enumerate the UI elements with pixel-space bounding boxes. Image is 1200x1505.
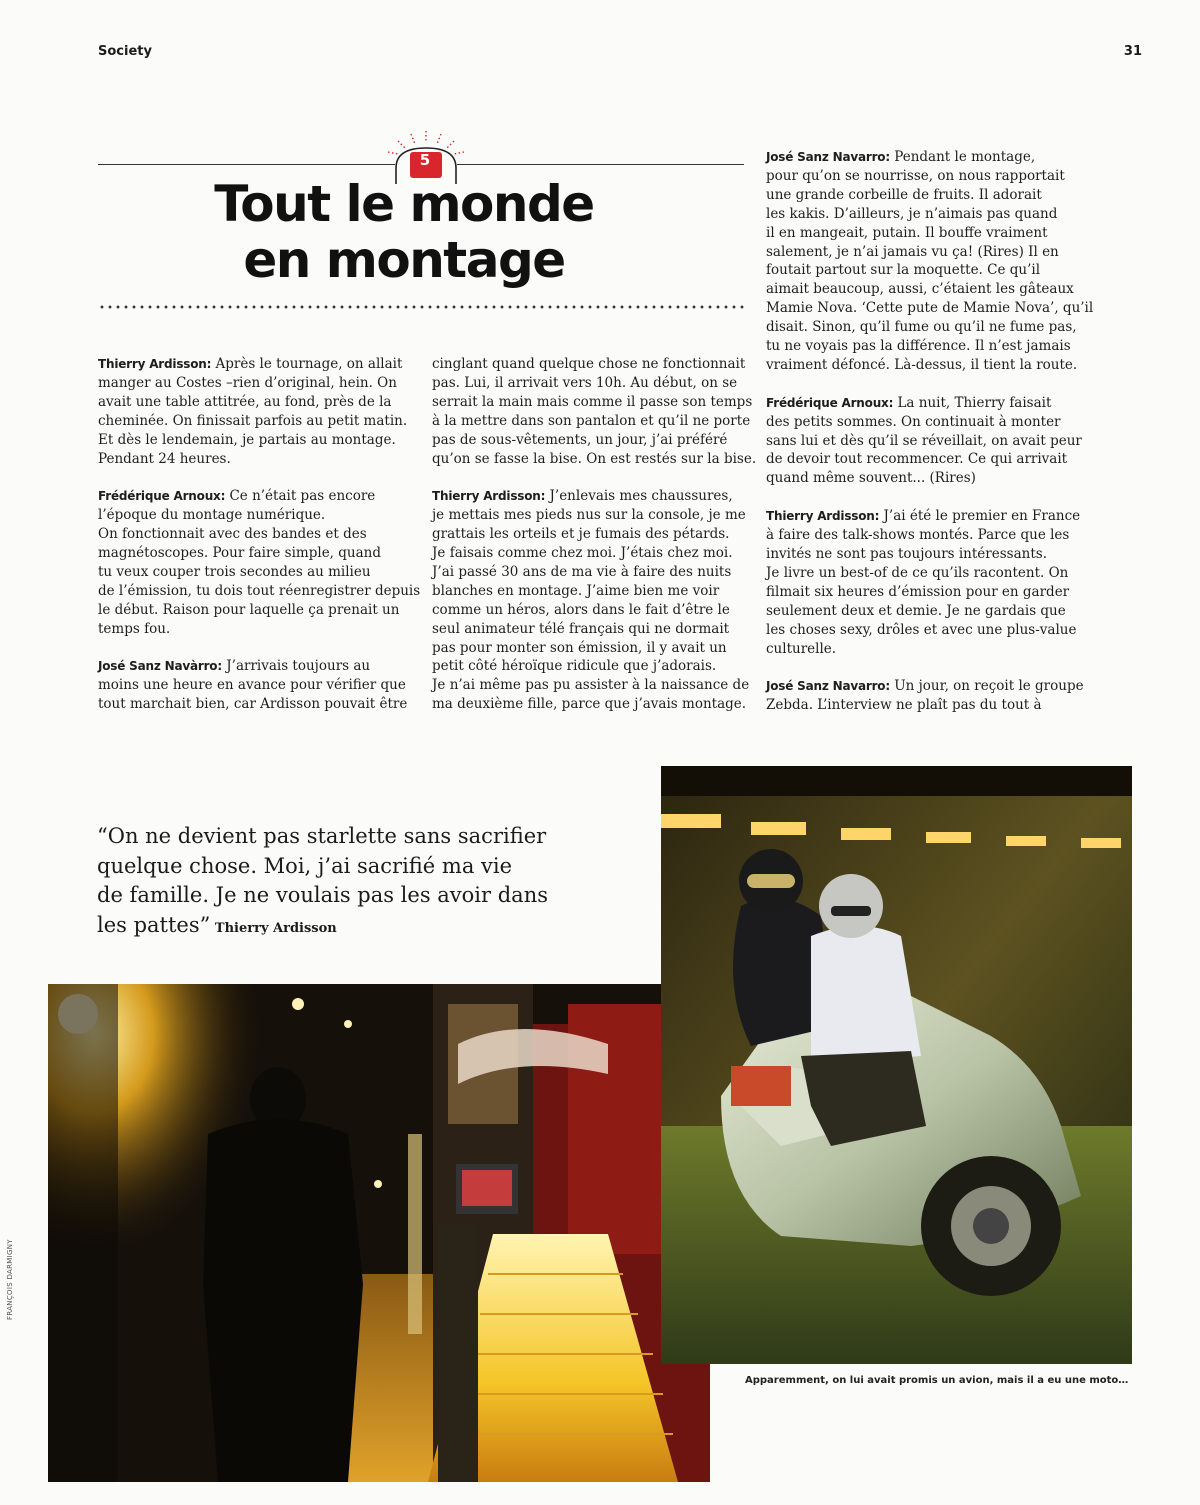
line-text: pour qu’on se nourrisse, on nous rapportait (766, 167, 1065, 184)
text-line (98, 374, 408, 393)
chapter-number: 5 (419, 151, 431, 169)
line-text: filmait six heures d’émission pour en garder (766, 583, 1070, 600)
text-column-1 (98, 355, 421, 714)
text-line (766, 469, 1086, 488)
text-line (766, 545, 1086, 564)
text-line (766, 356, 1086, 375)
line-text: l’époque du montage numérique. (98, 507, 326, 524)
text-line (98, 601, 408, 620)
photo-credit: FRANÇOIS DARMIGNY (6, 1239, 14, 1320)
text-line (766, 167, 1086, 186)
line-text: pas de sous-vêtements, un jour, j’ai préféré (432, 431, 728, 448)
pull-quote (97, 822, 617, 943)
text-line (432, 412, 751, 431)
text-line (432, 676, 750, 695)
quote-attribution: Thierry Ardisson (210, 920, 337, 936)
line-text: cheminée. On finissait parfois au petit matin. (98, 412, 408, 429)
interview-paragraph (432, 487, 750, 714)
text-line (98, 563, 408, 582)
speaker-name: Thierry Ardisson: (432, 489, 546, 504)
title-line: Tout le monde (214, 175, 594, 233)
text-line (766, 261, 1086, 280)
line-text: On fonctionnait avec des bandes et des (98, 526, 367, 543)
line-text: Je faisais comme chez moi. J’étais chez moi. (432, 545, 733, 562)
text-line (766, 677, 1086, 696)
text-line (432, 393, 753, 412)
text-line (766, 432, 1086, 451)
text-line (766, 526, 1086, 545)
section-label: Society (98, 44, 152, 59)
line-text: salement, je n’ai jamais vu ça! (Rires) Il en (766, 243, 1059, 260)
line-text: moins une heure en avance pour vérifier que (98, 677, 406, 694)
line-text: de l’émission, tu dois tout réenregistrer depuis (98, 582, 421, 599)
line-text: tu ne voyais pas la différence. Il n’est jamais (766, 338, 1071, 355)
quote-line: “On ne devient pas starlette sans sacrifier (97, 824, 547, 848)
line-text: La nuit, Thierry faisait (893, 394, 1052, 411)
text-line (98, 676, 408, 695)
text-line (98, 393, 408, 412)
text-column-2 (432, 355, 757, 714)
line-text: manger au Costes –rien d’original, hein. On (98, 374, 397, 391)
line-text: tout marchait bien, car Ardisson pouvait être (98, 696, 408, 713)
text-line (766, 186, 1086, 205)
text-line (432, 355, 746, 374)
speaker-name: José Sanz Navàrro: (98, 659, 222, 674)
text-line (766, 224, 1086, 243)
text-line (98, 695, 408, 714)
line-text: disait. Sinon, qu’il fume ou qu’il ne fume pas, (766, 319, 1077, 336)
text-line (432, 431, 742, 450)
motorcycle-tunnel-photo (661, 766, 1132, 1364)
line-text: culturelle. (766, 640, 837, 657)
text-line (98, 657, 408, 676)
text-line (766, 507, 1086, 526)
line-text: foutait partout sur la moquette. Ce qu’il (766, 262, 1041, 279)
line-text: magnétoscopes. Pour faire simple, quand (98, 545, 381, 562)
quote-line: de famille. Je ne voulais pas les avoir dans (97, 883, 548, 907)
line-text: Pendant 24 heures. (98, 450, 231, 467)
line-text: seulement deux et demie. Je ne gardais que (766, 602, 1066, 619)
interview-paragraph (98, 657, 408, 714)
text-line (432, 374, 742, 393)
text-line (766, 583, 1086, 602)
text-line (432, 620, 742, 639)
line-text: ma deuxième fille, parce que j’avais montage. (432, 696, 747, 713)
speaker-name: Thierry Ardisson: (98, 357, 212, 371)
line-text: Zebda. L’interview ne plaît pas du tout à (766, 697, 1042, 714)
text-line (98, 355, 408, 374)
line-text: quand même souvent... (Rires) (766, 470, 976, 487)
text-line (98, 544, 408, 563)
text-line (98, 525, 408, 544)
interview-paragraph (766, 677, 1086, 715)
line-text: Un jour, on reçoit le groupe (889, 678, 1084, 695)
text-column-3 (766, 148, 1094, 715)
text-line (766, 148, 1086, 167)
interview-paragraph (432, 355, 757, 468)
text-line (766, 564, 1086, 583)
text-line (98, 506, 408, 525)
text-line (766, 280, 1086, 299)
text-line (766, 621, 1086, 640)
text-line (766, 318, 1086, 337)
quote-line (97, 911, 617, 944)
line-text: pas pour monter son émission, il y avait un (432, 639, 727, 656)
text-line (432, 525, 742, 544)
line-text: Après le tournage, on allait (211, 356, 403, 372)
interview-paragraph (98, 487, 421, 638)
line-text: serrait la main mais comme il passe son temps (432, 393, 753, 410)
title-line: en montage (243, 231, 565, 289)
line-text: je mettais mes pieds nus sur la console, je me (432, 507, 746, 524)
line-text: les kakis. D’ailleurs, je n’aimais pas quand (766, 205, 1058, 222)
speaker-name: Thierry Ardisson: (766, 509, 880, 524)
title-rule-right (457, 164, 744, 165)
interview-paragraph (766, 394, 1086, 489)
line-text: J’ai été le premier en France (879, 508, 1081, 525)
text-line (766, 640, 1086, 659)
text-line (98, 450, 408, 469)
interview-paragraph (98, 355, 408, 468)
line-text: J’enlevais mes chaussures, (545, 488, 733, 505)
line-text: pas. Lui, il arrivait vers 10h. Au début, on se (432, 374, 738, 391)
line-text: les choses sexy, drôles et avec une plus-value (766, 621, 1077, 638)
text-line (98, 487, 408, 506)
text-line (432, 506, 746, 525)
text-line (766, 602, 1086, 621)
interview-paragraph (766, 507, 1086, 658)
line-text: blanches en montage. J’aime bien me voir (432, 582, 720, 599)
dotted-divider (98, 304, 744, 310)
studio-backstage-photo (48, 984, 710, 1482)
line-text: aimait beaucoup, aussi, c’étaient les gâteaux (766, 281, 1074, 298)
text-line (766, 299, 1094, 318)
quote-line-text: les pattes” (97, 912, 211, 937)
line-text: de devoir tout recommencer. Ce qui arrivait (766, 451, 1068, 468)
speaker-name: José Sanz Navarro: (766, 679, 890, 694)
line-text: tu veux couper trois secondes au milieu (98, 563, 371, 580)
text-line (432, 657, 742, 676)
line-text: seul animateur télé français qui ne dormait (432, 620, 730, 637)
line-text: des petits sommes. On continuait à monter (766, 413, 1061, 430)
line-text: vraiment défoncé. Là-dessus, il tient la route. (766, 356, 1078, 373)
text-line (432, 601, 742, 620)
text-line (432, 487, 742, 506)
text-line (432, 563, 742, 582)
text-line (98, 412, 408, 431)
line-text: sans lui et dès qu’il se réveillait, on avait peur (766, 432, 1082, 449)
line-text: à faire des talk-shows montés. Parce que les (766, 527, 1070, 544)
photo-caption: Apparemment, on lui avait promis un avion, mais il a eu une moto… (745, 1375, 1129, 1386)
line-text: petit côté héroïque ridicule que j’adorais. (432, 658, 717, 675)
line-text: temps fou. (98, 620, 171, 637)
quote-line: quelque chose. Moi, j’ai sacrifié ma vie (97, 853, 513, 878)
line-text: Pendant le montage, (889, 149, 1036, 165)
title-rule-left (98, 164, 395, 165)
speaker-name: José Sanz Navarro: (766, 150, 890, 164)
speaker-name: Frédérique Arnoux: (766, 395, 894, 410)
line-text: J’arrivais toujours au (221, 658, 371, 675)
line-text: une grande corbeille de fruits. Il adorait (766, 186, 1042, 203)
line-text: cinglant quand quelque chose ne fonctionnait (432, 356, 746, 372)
line-text: Je livre un best-of de ce qu’ils racontent. On (766, 564, 1069, 581)
line-text: avait une table attitrée, au fond, près de la (98, 393, 392, 410)
article-title (98, 176, 710, 288)
speaker-name: Frédérique Arnoux: (98, 489, 226, 504)
text-line (432, 639, 742, 658)
text-line (766, 394, 1086, 413)
text-line (766, 205, 1086, 224)
line-text: le début. Raison pour laquelle ça prenait un (98, 601, 400, 618)
line-text: qu’on se fasse la bise. On est restés sur la bise. (432, 450, 757, 467)
line-text: il en mangeait, putain. Il bouffe vraiment (766, 224, 1048, 241)
text-line (766, 696, 1086, 715)
page-number: 31 (1123, 44, 1142, 59)
line-text: Je n’ai même pas pu assister à la naissance de (432, 677, 750, 694)
line-text: Mamie Nova. ‘Cette pute de Mamie Nova’, qu’il (766, 300, 1094, 317)
text-line (98, 620, 408, 639)
text-line (432, 450, 757, 469)
text-line (98, 431, 408, 450)
text-line (432, 695, 747, 714)
line-text: grattais les orteils et je fumais des pétards. (432, 526, 730, 543)
text-line (432, 544, 742, 563)
line-text: J’ai passé 30 ans de ma vie à faire des nuits (432, 563, 732, 580)
text-line (766, 450, 1086, 469)
text-line (766, 243, 1086, 262)
line-text: invités ne sont pas toujours intéressants. (766, 546, 1047, 562)
line-text: comme un héros, alors dans le fait d’être le (432, 601, 730, 618)
interview-paragraph (766, 148, 1094, 375)
line-text: Ce n’était pas encore (225, 488, 376, 505)
text-line (432, 582, 742, 601)
line-text: à la mettre dans son pantalon et qu’il ne porte (432, 412, 751, 429)
text-line (766, 337, 1086, 356)
text-line (766, 413, 1086, 432)
text-line (98, 582, 421, 601)
line-text: Et dès le lendemain, je partais au montage. (98, 431, 396, 448)
